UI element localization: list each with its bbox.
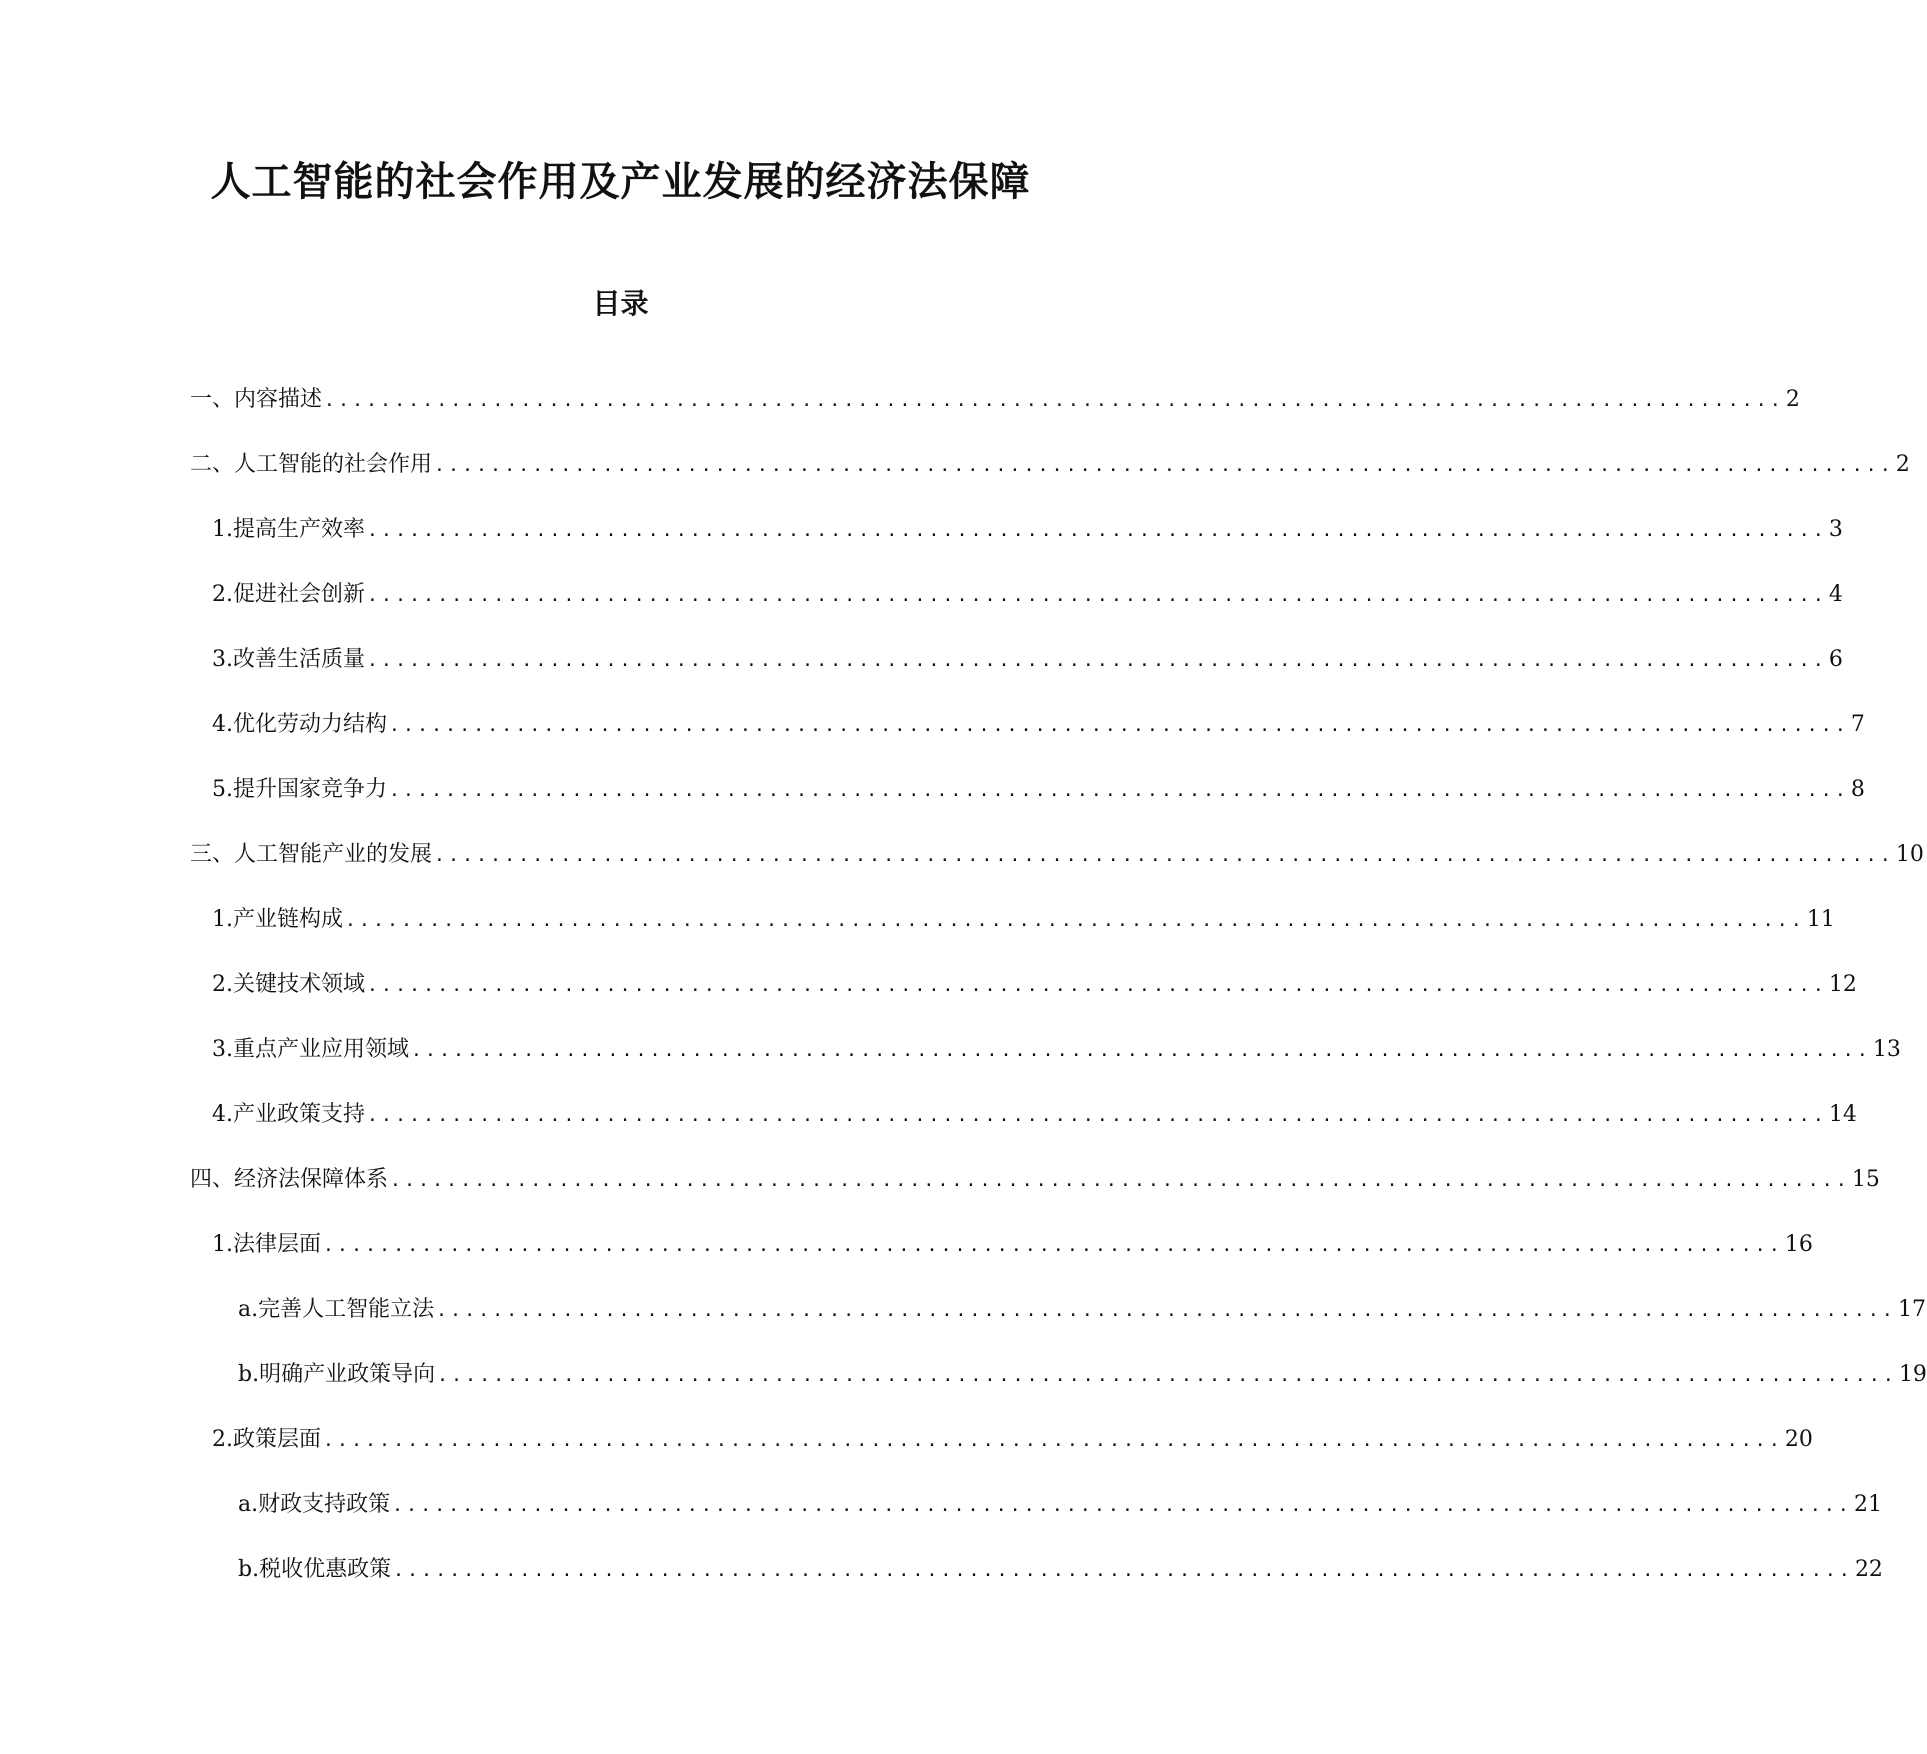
toc-entry-page: 2 bbox=[1895, 452, 1910, 477]
toc-entry-title: 提高生产效率 bbox=[233, 517, 366, 542]
dot-leader: ........................................................................................................ bbox=[389, 780, 1849, 801]
dot-leader: ........................................................................................................ bbox=[436, 1300, 1896, 1321]
toc-entry-number: 四、 bbox=[190, 1167, 235, 1192]
toc-entry-page: 7 bbox=[1850, 712, 1865, 737]
toc-entry-title: 政策层面 bbox=[233, 1427, 322, 1452]
toc-entry-number: a. bbox=[238, 1297, 259, 1322]
toc-entry-title: 明确产业政策导向 bbox=[259, 1362, 436, 1387]
toc-entry-title: 人工智能产业的发展 bbox=[234, 842, 433, 867]
toc-entry-title: 提升国家竞争力 bbox=[233, 777, 388, 802]
toc-entry[interactable] bbox=[190, 385, 1800, 415]
toc-entry-title: 财政支持政策 bbox=[258, 1492, 391, 1517]
toc-entry-title: 产业链构成 bbox=[233, 907, 344, 932]
toc-entry-page: 2 bbox=[1785, 387, 1800, 412]
document-title: 人工智能的社会作用及产业发展的经济法保障 bbox=[210, 159, 1031, 205]
dot-leader: ........................................................................................................ bbox=[390, 1170, 1850, 1191]
toc-entry-title: 税收优惠政策 bbox=[259, 1557, 392, 1582]
toc-entry-title: 促进社会创新 bbox=[233, 582, 366, 607]
toc-entry-number: 1. bbox=[212, 1232, 233, 1257]
toc-entry-page: 10 bbox=[1895, 842, 1924, 867]
toc-entry-number: 2. bbox=[212, 582, 233, 607]
toc-entry-number: 三、 bbox=[190, 842, 235, 867]
toc-entry-number: 4. bbox=[212, 712, 233, 737]
toc-entry-number: 3. bbox=[212, 647, 233, 672]
toc-entry-page: 6 bbox=[1828, 647, 1843, 672]
dot-leader: ........................................................................................................ bbox=[323, 1235, 1783, 1256]
toc-entry-number: a. bbox=[238, 1492, 259, 1517]
toc-entry-number: 1. bbox=[212, 907, 233, 932]
toc-entry-number: 3. bbox=[212, 1037, 233, 1062]
toc-entry[interactable] bbox=[212, 970, 1857, 1000]
toc-entry-number: 2. bbox=[212, 1427, 233, 1452]
dot-leader: ........................................................................................................ bbox=[367, 1105, 1827, 1126]
toc-entry-number: b. bbox=[238, 1557, 260, 1582]
toc-entry[interactable] bbox=[212, 1035, 1901, 1065]
toc-entry-title: 内容描述 bbox=[234, 387, 323, 412]
toc-entry-title: 改善生活质量 bbox=[233, 647, 366, 672]
dot-leader: ........................................................................................................ bbox=[392, 1495, 1852, 1516]
toc-entry[interactable] bbox=[190, 450, 1910, 480]
dot-leader: ........................................................................................................ bbox=[345, 910, 1805, 931]
toc-entry[interactable] bbox=[212, 645, 1843, 675]
dot-leader: ........................................................................................................ bbox=[389, 715, 1849, 736]
dot-leader: ........................................................................................................ bbox=[411, 1040, 1871, 1061]
toc-entry-page: 15 bbox=[1851, 1167, 1880, 1192]
toc-entry-page: 17 bbox=[1897, 1297, 1926, 1322]
toc-entry-title: 法律层面 bbox=[233, 1232, 322, 1257]
toc-entry-title: 优化劳动力结构 bbox=[233, 712, 388, 737]
dot-leader: ........................................................................................................ bbox=[434, 455, 1894, 476]
toc-entry-title: 经济法保障体系 bbox=[234, 1167, 389, 1192]
toc-entry[interactable] bbox=[212, 515, 1843, 545]
dot-leader: ........................................................................................................ bbox=[323, 1430, 1783, 1451]
toc-entry-page: 11 bbox=[1806, 907, 1835, 932]
dot-leader: ........................................................................................................ bbox=[324, 390, 1784, 411]
toc-entry[interactable] bbox=[212, 1425, 1813, 1455]
toc-entry[interactable] bbox=[212, 1100, 1857, 1130]
toc-entry-number: 4. bbox=[212, 1102, 233, 1127]
toc-entry[interactable] bbox=[238, 1555, 1883, 1585]
dot-leader: ........................................................................................................ bbox=[367, 975, 1827, 996]
toc-entry-number: 一、 bbox=[190, 387, 235, 412]
toc-entry-page: 8 bbox=[1850, 777, 1865, 802]
toc-entry-page: 21 bbox=[1853, 1492, 1882, 1517]
toc-entry[interactable] bbox=[190, 1165, 1880, 1195]
toc-entry-title: 重点产业应用领域 bbox=[233, 1037, 410, 1062]
toc-entry-number: 2. bbox=[212, 972, 233, 997]
toc-entry[interactable] bbox=[238, 1295, 1926, 1325]
toc-entry[interactable] bbox=[212, 775, 1865, 805]
toc-heading: 目录 bbox=[592, 287, 649, 320]
toc-entry-title: 人工智能的社会作用 bbox=[234, 452, 433, 477]
toc-entry-number: 5. bbox=[212, 777, 233, 802]
dot-leader: ........................................................................................................ bbox=[434, 845, 1894, 866]
toc-entry[interactable] bbox=[212, 905, 1835, 935]
toc-entry-title: 产业政策支持 bbox=[233, 1102, 366, 1127]
toc-entry[interactable] bbox=[238, 1360, 1927, 1390]
dot-leader: ........................................................................................................ bbox=[367, 520, 1827, 541]
toc-entry-page: 4 bbox=[1828, 582, 1843, 607]
toc-entry-number: 二、 bbox=[190, 452, 235, 477]
dot-leader: ........................................................................................................ bbox=[437, 1365, 1897, 1386]
toc-entry-number: 1. bbox=[212, 517, 233, 542]
toc-entry-page: 19 bbox=[1898, 1362, 1927, 1387]
dot-leader: ........................................................................................................ bbox=[367, 585, 1827, 606]
toc-entry[interactable] bbox=[212, 580, 1843, 610]
toc-entry-page: 13 bbox=[1872, 1037, 1901, 1062]
toc-entry-page: 22 bbox=[1854, 1557, 1883, 1582]
dot-leader: ........................................................................................................ bbox=[393, 1560, 1853, 1581]
toc-entry[interactable] bbox=[238, 1490, 1882, 1520]
toc-entry[interactable] bbox=[212, 710, 1865, 740]
toc-entry[interactable] bbox=[190, 840, 1924, 870]
toc-entry-page: 12 bbox=[1828, 972, 1857, 997]
dot-leader: ........................................................................................................ bbox=[367, 650, 1827, 671]
toc-entry-number: b. bbox=[238, 1362, 260, 1387]
toc-entry-title: 关键技术领域 bbox=[233, 972, 366, 997]
toc-entry-page: 3 bbox=[1828, 517, 1843, 542]
toc-entry-page: 14 bbox=[1828, 1102, 1857, 1127]
toc-entry-page: 16 bbox=[1784, 1232, 1813, 1257]
toc-entry[interactable] bbox=[212, 1230, 1813, 1260]
toc-entry-title: 完善人工智能立法 bbox=[258, 1297, 435, 1322]
toc-entry-page: 20 bbox=[1784, 1427, 1813, 1452]
